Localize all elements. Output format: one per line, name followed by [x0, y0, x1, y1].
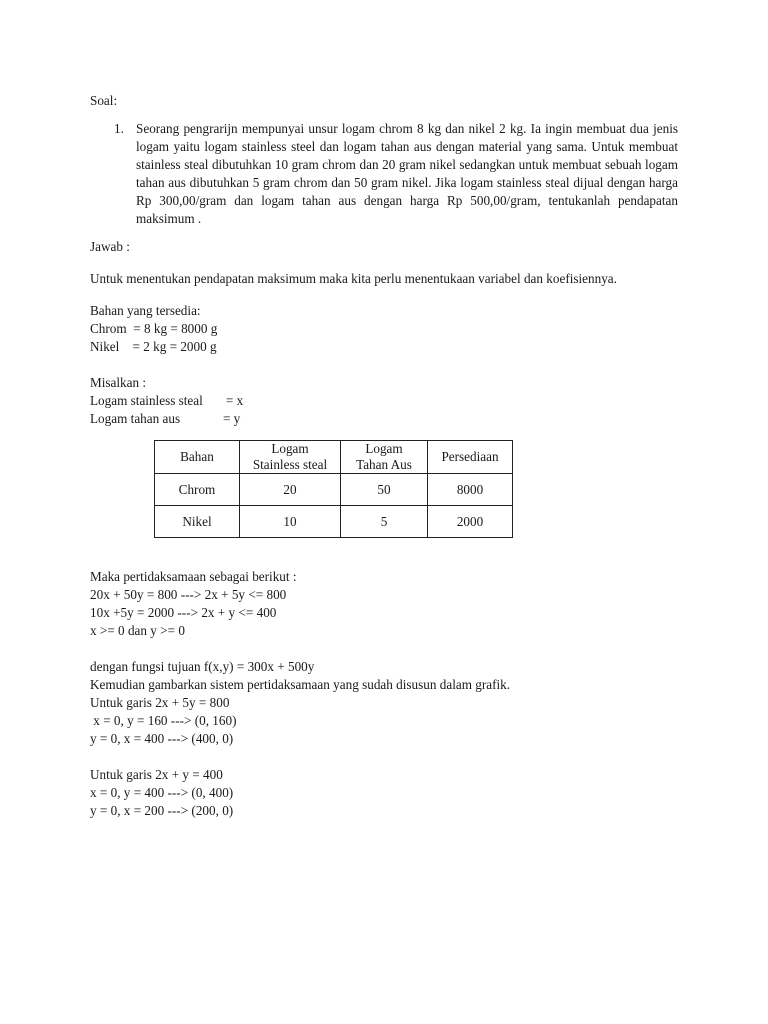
table-header-cell: Bahan: [155, 441, 240, 474]
garis1-heading: Untuk garis 2x + 5y = 800: [90, 695, 230, 710]
bahan-heading: Bahan yang tersedia:: [90, 303, 201, 318]
misalkan-heading: Misalkan :: [90, 375, 147, 390]
table-cell: 2000: [428, 506, 513, 538]
question-list: [90, 120, 678, 228]
question-item: [90, 120, 678, 228]
intro-text: Untuk menentukan pendapatan maksimum maka kita perlu menentukaan variabel dan koefisiennya.: [90, 271, 617, 286]
material-table-wrapper: [154, 440, 678, 538]
table-cell: 10: [240, 506, 341, 538]
table-cell: 20: [240, 474, 341, 506]
garis1-point: y = 0, x = 400 ---> (400, 0): [90, 731, 234, 746]
table-cell: 50: [341, 474, 428, 506]
jawab-label: Jawab :: [90, 239, 130, 254]
garis2-heading: Untuk garis 2x + y = 400: [90, 767, 223, 782]
table-row: [155, 474, 513, 506]
misalkan-line-y: Logam tahan aus = y: [90, 411, 241, 426]
table-header-cell: Logam Stainless steal: [240, 441, 341, 474]
soal-label: Soal:: [90, 93, 118, 108]
garis2-point: y = 0, x = 200 ---> (200, 0): [90, 803, 234, 818]
garis1-point: x = 0, y = 160 ---> (0, 160): [90, 713, 237, 728]
question-number: 1.: [114, 121, 124, 136]
table-cell: 8000: [428, 474, 513, 506]
table-cell: Nikel: [155, 506, 240, 538]
table-cell: 5: [341, 506, 428, 538]
pertidaksamaan-line: 20x + 50y = 800 ---> 2x + 5y <= 800: [90, 587, 287, 602]
garis2-point: x = 0, y = 400 ---> (0, 400): [90, 785, 234, 800]
table-header-cell: Logam Tahan Aus: [341, 441, 428, 474]
table-row: [155, 506, 513, 538]
misalkan-line-x: Logam stainless steal = x: [90, 393, 244, 408]
table-cell: Chrom: [155, 474, 240, 506]
table-header-row: [155, 441, 513, 474]
grafik-instruction: Kemudian gambarkan sistem pertidaksamaan yang sudah disusun dalam grafik.: [90, 677, 511, 692]
material-table: [154, 440, 513, 538]
fungsi-tujuan-line: dengan fungsi tujuan f(x,y) = 300x + 500y: [90, 659, 315, 674]
pertidaksamaan-heading: Maka pertidaksamaan sebagai berikut :: [90, 569, 297, 584]
bahan-line-nikel: Nikel = 2 kg = 2000 g: [90, 339, 217, 354]
bahan-line-chrom: Chrom = 8 kg = 8000 g: [90, 321, 218, 336]
table-header-cell: Persediaan: [428, 441, 513, 474]
pertidaksamaan-line: x >= 0 dan y >= 0: [90, 623, 185, 638]
question-text: Seorang pengrarijn mempunyai unsur logam chrom 8 kg dan nikel 2 kg. Ia ingin membuat dua jenis logam yaitu logam stainless steel dan logam tahan aus dengan material yang sama. Untuk membuat stainless steal dibutuhkan 10 gram chrom dan 20 gram nikel sedangkan untuk membuat sebuah logam tahan aus dibutuhkan 5 gram chrom dan 50 gram nikel. Jika logam stainless steal dijual dengan harga Rp 300,00/gram dan logam tahan aus dengan harga Rp 500,00/gram, tentukanlah pendapatan maksimum .: [136, 121, 678, 226]
pertidaksamaan-line: 10x +5y = 2000 ---> 2x + y <= 400: [90, 605, 277, 620]
document-page: [90, 92, 678, 820]
